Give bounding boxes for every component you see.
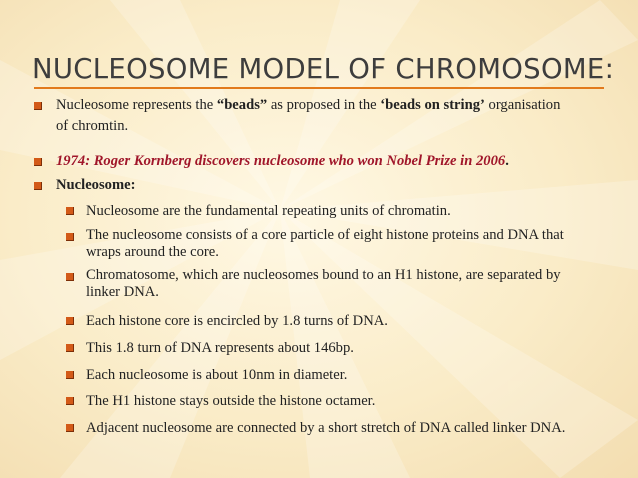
square-bullet-icon [66,317,74,325]
bullet-text: of chromtin. [56,118,129,134]
sub-bullet-item [86,365,626,386]
sub-bullet-item [86,201,626,222]
slide-title: NUCLEOSOME MODEL OF CHROMOSOME: [32,53,615,85]
bullet-item [56,175,626,196]
square-bullet-icon [34,158,42,166]
bullet-text: Nucleosome: [56,177,136,193]
bullet-text: Nucleosome represents the [56,97,217,113]
sub-bullet-text: This 1.8 turn of DNA represents about 146bp. [86,340,354,356]
bullet-text: as proposed in the [267,97,381,113]
sub-bullet-text: Nucleosome are the fundamental repeating units of chromatin. [86,203,451,219]
sub-bullet-item [86,391,626,412]
sub-bullet-text: Each nucleosome is about 10nm in diameter. [86,367,348,383]
highlight-text: 1974: Roger Kornberg discovers nucleosome who won Nobel Prize in 2006 [56,153,506,169]
sub-bullet-item [86,418,626,439]
bullet-text: . [505,153,509,169]
bullet-item [56,151,626,172]
sub-bullet-item [86,311,626,332]
square-bullet-icon [66,273,74,281]
sub-bullet-item [86,338,626,359]
square-bullet-icon [66,424,74,432]
square-bullet-icon [66,397,74,405]
square-bullet-icon [34,182,42,190]
bullet-item [56,95,626,137]
square-bullet-icon [66,207,74,215]
square-bullet-icon [66,233,74,241]
bullet-emphasis: ‘beads on string’ [380,97,485,113]
sub-bullet-text: The H1 histone stays outside the histone octamer. [86,393,376,409]
square-bullet-icon [66,344,74,352]
square-bullet-icon [66,371,74,379]
sub-bullet-text: The nucleosome consists of a core particle of eight histone proteins and DNA that [86,227,564,243]
bullet-text: organisation [484,97,561,113]
bullet-emphasis: “beads” [216,97,268,113]
sub-bullet-item [86,227,626,261]
sub-bullet-item [86,267,626,301]
square-bullet-icon [34,102,42,110]
sub-bullet-text: wraps around the core. [86,244,219,260]
sub-bullet-text: linker DNA. [86,284,159,300]
sub-bullet-text: Chromatosome, which are nucleosomes bound to an H1 histone, are separated by [86,267,561,283]
sub-bullet-text: Adjacent nucleosome are connected by a short stretch of DNA called linker DNA. [86,420,566,436]
sub-bullet-text: Each histone core is encircled by 1.8 turns of DNA. [86,313,388,329]
